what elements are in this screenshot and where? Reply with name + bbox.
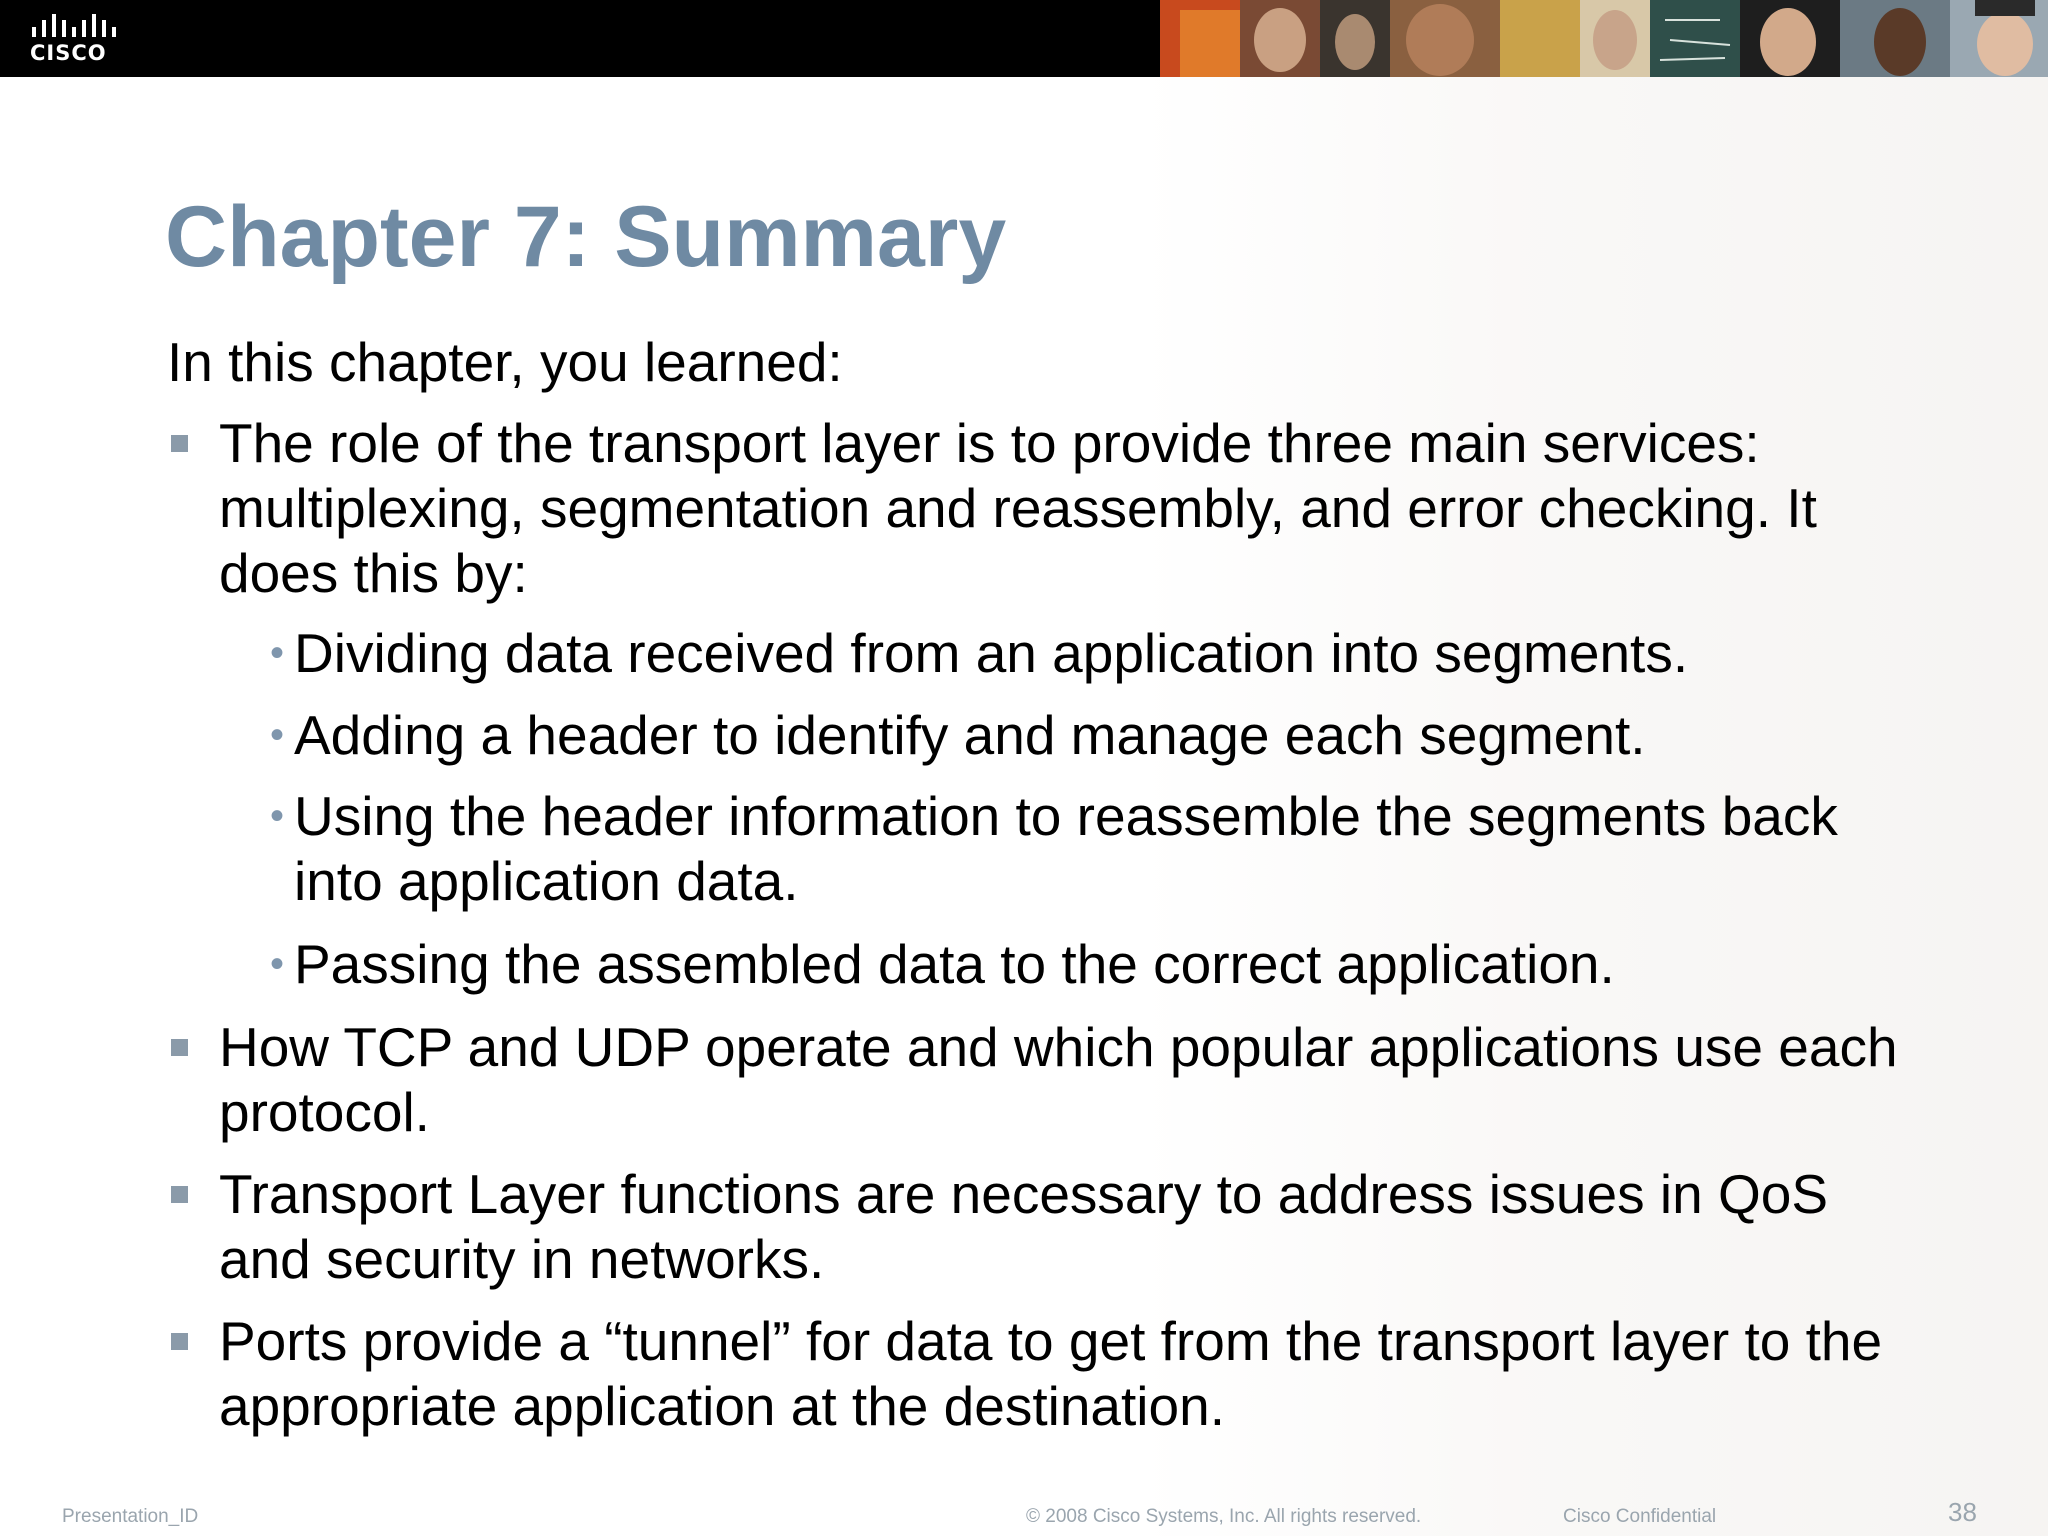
footer-copyright: © 2008 Cisco Systems, Inc. All rights reserved.: [1026, 1506, 1422, 1527]
bullet-text: The role of the transport layer is to provide three main services: multiplexing, segmentation and reassembly, and error checking. It does this by:: [219, 412, 1817, 604]
bullet-item: [219, 1162, 1919, 1292]
bullet-text: Transport Layer functions are necessary to address issues in QoS and security in networks.: [219, 1163, 1829, 1290]
dot-bullet-icon: •: [270, 942, 285, 986]
photo-collage-image: [1160, 0, 2048, 77]
sub-bullet-item: [270, 703, 1914, 768]
dot-bullet-icon: •: [270, 794, 285, 838]
bullet-text: Ports provide a “tunnel” for data to get from the transport layer to the appropriate application at the destination.: [219, 1310, 1883, 1437]
footer-presentation-id: Presentation_ID: [62, 1506, 199, 1527]
bullet-item: [219, 411, 1919, 606]
square-bullet-icon: [171, 435, 188, 452]
dot-bullet-icon: •: [270, 631, 285, 675]
page-number: 38: [1948, 1497, 1977, 1527]
top-banner: [0, 0, 2048, 77]
slide-intro: In this chapter, you learned:: [167, 331, 843, 393]
square-bullet-icon: [171, 1186, 188, 1203]
sub-bullet-text: Passing the assembled data to the correct application.: [294, 933, 1615, 995]
slide-title: Chapter 7: Summary: [165, 189, 1007, 285]
footer-confidential: Cisco Confidential: [1563, 1506, 1717, 1527]
cisco-bars-icon: [30, 14, 120, 40]
square-bullet-icon: [171, 1039, 188, 1056]
sub-bullet-item: [270, 932, 1914, 997]
cisco-wordmark: CISCO: [30, 41, 107, 65]
bullet-item: [219, 1309, 1919, 1439]
sub-bullet-text: Adding a header to identify and manage each segment.: [294, 704, 1646, 766]
cisco-logo: [30, 14, 120, 64]
sub-bullet-text: Using the header information to reassemble the segments back into application data.: [294, 785, 1838, 912]
sub-bullet-item: [270, 621, 1914, 686]
sub-bullet-item: [270, 784, 1914, 914]
dot-bullet-icon: •: [270, 713, 285, 757]
people-photo-strip: [1160, 0, 2048, 77]
bullet-item: [219, 1015, 1919, 1145]
square-bullet-icon: [171, 1333, 188, 1350]
sub-bullet-text: Dividing data received from an application into segments.: [294, 622, 1689, 684]
bullet-text: How TCP and UDP operate and which popular applications use each protocol.: [219, 1016, 1898, 1143]
